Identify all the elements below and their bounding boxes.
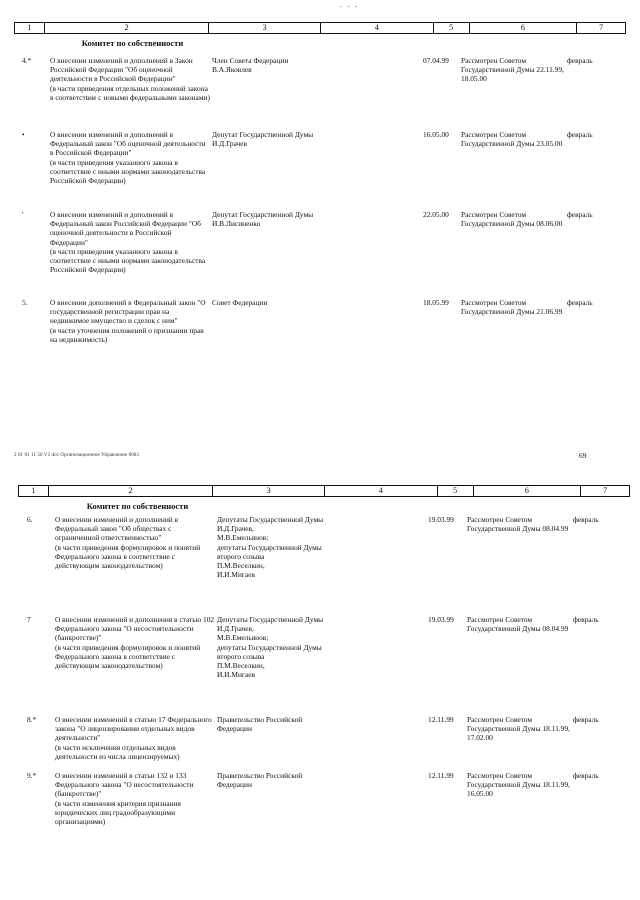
bill-title: О внесении изменений и дополнений в Федеральный закон "Об оценочной деятельности в Российской Федерации" (в части приведения указанного закона в соответствие с иными нормами законодательства Российской Федерации) <box>50 130 206 186</box>
bill-author: Депутат Государственной Думы И.Д.Грачев <box>212 130 314 149</box>
bill-author: Депутат Государственной Думы И.В.Лисиненко <box>212 210 314 229</box>
bill-title: О внесении изменений в статьи 132 и 133 Федерального закона "О несостоятельности (банкротстве)" (в части изменения критерия признания юридических лиц градообразующими организациями) <box>55 771 194 827</box>
bill-title: О внесении изменений и дополнений в Федеральный закон Российской Федерации "Об оценочной деятельности в Российской Федерации" (в части приведения указанного закона в соответствие с иными нормами законодательства Российской Федерации) <box>50 210 206 275</box>
bill-author: Правительство Российской Федерации <box>217 771 303 790</box>
bill-month: февраль <box>567 298 593 307</box>
row-number: 7 <box>27 615 31 624</box>
header-col-6: 6 <box>474 486 582 496</box>
header-col-5: 5 <box>438 486 474 496</box>
table-header-page2 <box>18 485 630 497</box>
header-col-3: 3 <box>213 486 325 496</box>
bill-date: 07.04.99 <box>423 56 449 65</box>
header-col-2: 2 <box>45 23 209 33</box>
row-number: 6. <box>27 515 33 524</box>
header-col-2: 2 <box>49 486 213 496</box>
bill-title: О внесении изменений в статью 17 Федерального закона "О лицензировании отдельных видов деятельности" (в части исключения отдельных видов деятельности из числа лицензируемых) <box>55 715 212 761</box>
bill-status: Рассмотрен Советом Государственной Думы 22.11.99, 18.05.00 <box>461 56 564 84</box>
header-col-4: 4 <box>321 23 434 33</box>
header-col-7: 7 <box>599 23 604 32</box>
bill-status: Рассмотрен Советом Государственной Думы 08.04.99 <box>467 515 569 534</box>
bill-month: февраль <box>567 210 593 219</box>
bill-author: Член Совета Федерации В.А.Яковлев <box>212 56 289 75</box>
bill-author: Совет Федерации <box>212 298 268 307</box>
bill-date: 16.05.00 <box>423 130 449 139</box>
bill-date: 12.11.99 <box>428 715 454 724</box>
bill-status: Рассмотрен Советом Государственной Думы 08.06.00 <box>461 210 563 229</box>
table-header-page1 <box>14 22 626 34</box>
bill-title: О внесении изменений и дополнений в Федеральный закон "Об обществах с ограниченной ответственностью" (в части приведения формулировок и понятий Федерального закона в соответствие с действующим законодательством) <box>55 515 201 571</box>
bill-date: 19.03.99 <box>428 615 454 624</box>
bill-date: 19.03.99 <box>428 515 454 524</box>
row-number: 8.* <box>27 715 37 724</box>
page-number: 69 <box>579 451 587 460</box>
bill-status: Рассмотрен Советом Государственной Думы 23.05.00 <box>461 130 563 149</box>
bill-title: О внесении изменений и дополнений в Закон Российской Федерации "Об оценочной деятельности в Российской Федерации" (в части приведения отдельных положений закона в соответствие с новыми федеральными законами) <box>50 56 210 102</box>
top-scan-marks: - - - <box>340 4 359 10</box>
row-number: • <box>22 130 25 139</box>
bill-month: февраль <box>573 715 599 724</box>
bill-date: 22.05.00 <box>423 210 449 219</box>
bill-month: февраль <box>573 615 599 624</box>
header-col-3: 3 <box>209 23 321 33</box>
committee-heading: Комитет по собственности <box>86 501 189 511</box>
bill-date: 18.05.99 <box>423 298 449 307</box>
header-col-1: 1 <box>15 23 45 33</box>
page-footer: 2 01 01 11 50 V2 doc Организационное Управление 0003 <box>14 453 139 458</box>
bill-title: О внесении изменений и дополнения в статью 102 Федерального закона "О несостоятельности (банкротстве)" (в части приведения формулировок и понятий Федерального закона в соответствие с действующим законодательством) <box>55 615 215 671</box>
bill-month: февраль <box>573 515 599 524</box>
header-col-7: 7 <box>603 486 608 495</box>
committee-heading: Комитет по собственности <box>81 38 184 48</box>
header-col-5: 5 <box>434 23 470 33</box>
bill-date: 12.11.99 <box>428 771 454 780</box>
header-col-4: 4 <box>325 486 438 496</box>
bill-month: февраль <box>567 130 593 139</box>
row-number: 5. <box>22 298 28 307</box>
bill-status: Рассмотрен Советом Государственной Думы 18.11.99, 16.05.00 <box>467 771 570 799</box>
row-number: ' <box>22 210 24 219</box>
bill-author: Депутаты Государственной Думы И.Д.Грачев, М.В.Емельянов; депутаты Государственной Думы второго созыва П.М.Веселкин, И.И.Мигаев <box>217 615 324 680</box>
bill-month: февраль <box>567 56 593 65</box>
bill-status: Рассмотрен Советом Государственной Думы 18.11.99, 17.02.00 <box>467 715 570 743</box>
bill-title: О внесении дополнений в Федеральный закон "О государственной регистрации прав на недвижимое имущество и сделок с ним" (в части уточнения положений о признании прав на недвижимость) <box>50 298 206 344</box>
bill-status: Рассмотрен Советом Государственной Думы 08.04.99 <box>467 615 569 634</box>
bill-month: февраль <box>573 771 599 780</box>
row-number: 4.* <box>22 56 32 65</box>
header-col-1: 1 <box>19 486 49 496</box>
header-col-6: 6 <box>470 23 578 33</box>
bill-status: Рассмотрен Советом Государственной Думы 21.06.99 <box>461 298 563 317</box>
row-number: 9.* <box>27 771 37 780</box>
bill-author: Депутаты Государственной Думы И.Д.Грачев, М.В.Емельянов; депутаты Государственной Думы второго созыва П.М.Веселкин, И.И.Мигаев <box>217 515 324 580</box>
bill-author: Правительство Российской Федерации <box>217 715 303 734</box>
